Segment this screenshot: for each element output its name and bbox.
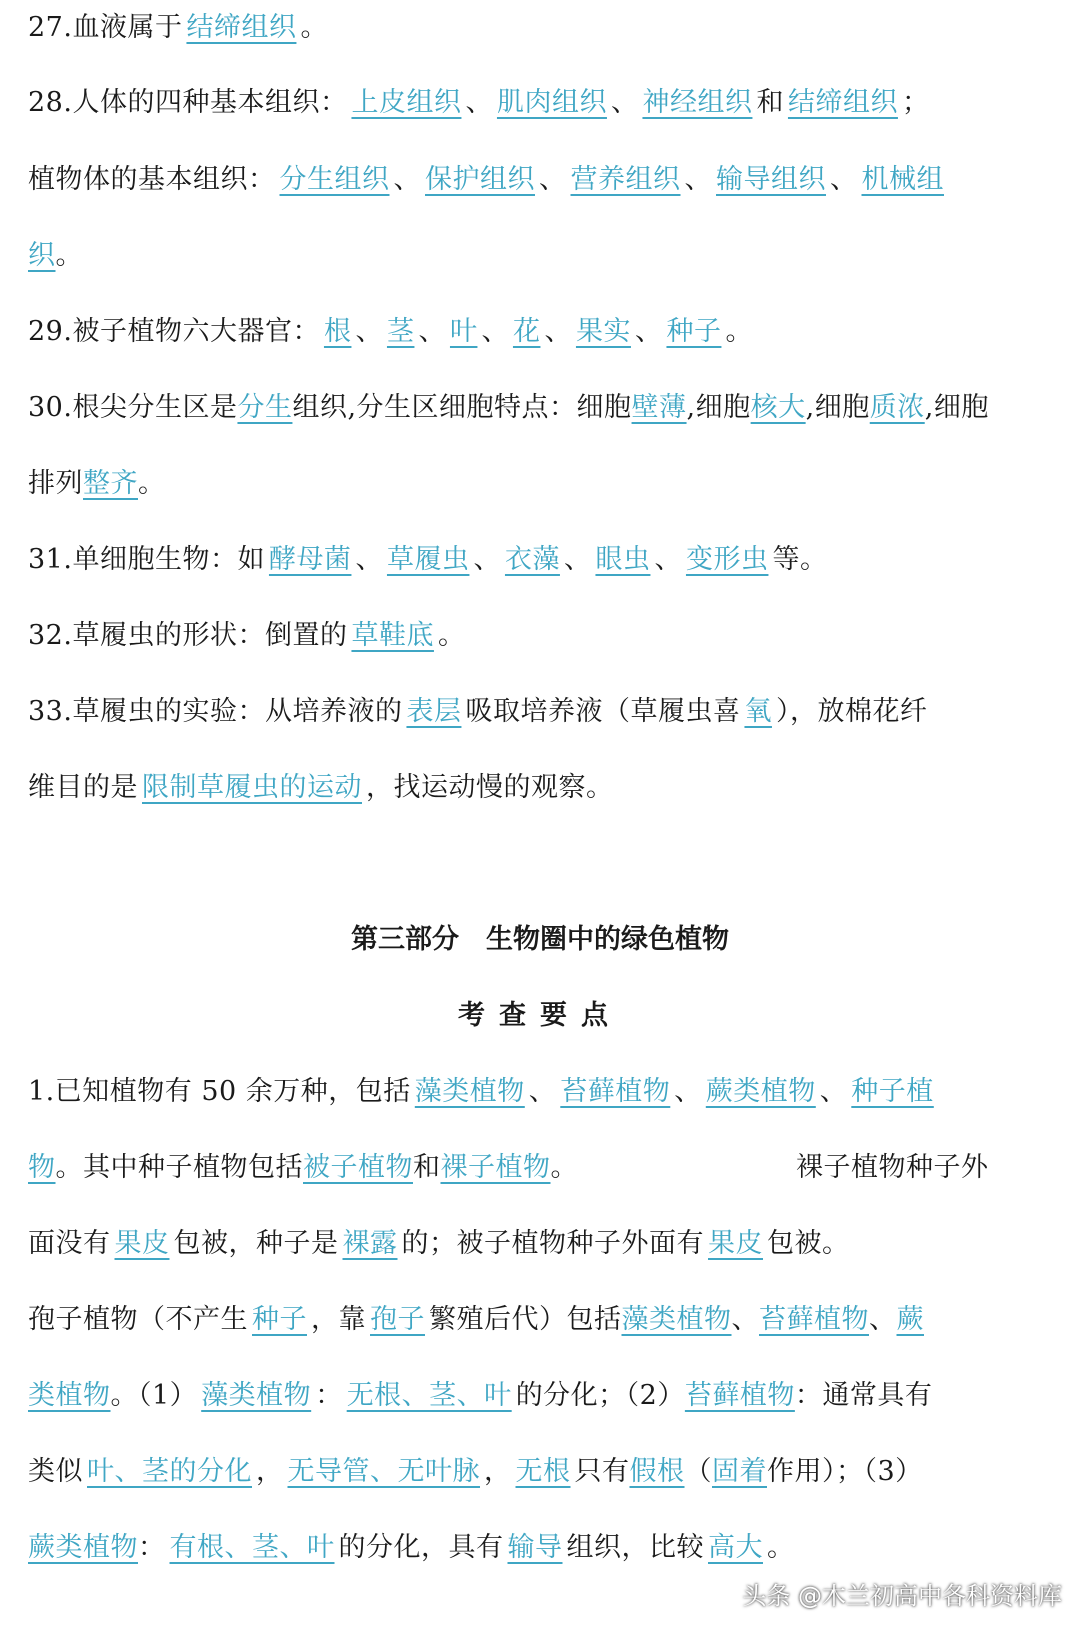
text: 。 bbox=[437, 620, 466, 651]
answer: 藻类植物 bbox=[621, 1304, 732, 1335]
text: 和 bbox=[413, 1152, 441, 1183]
answer: 分生组织 bbox=[279, 164, 390, 195]
answer: 类植物 bbox=[28, 1380, 111, 1411]
text: 28.人体的四种基本组织： bbox=[28, 87, 348, 118]
text: ，找运动慢的观察。 bbox=[366, 772, 614, 803]
text: 32.草履虫的形状：倒置的 bbox=[28, 620, 348, 651]
text: 。 bbox=[138, 468, 166, 499]
text: ， bbox=[256, 1456, 284, 1487]
text: ， bbox=[484, 1456, 512, 1487]
answer: 苔藓植物 bbox=[684, 1380, 795, 1411]
text: 植物体的基本组织： bbox=[28, 164, 276, 195]
text: 的分化，具有 bbox=[338, 1532, 504, 1563]
answer: 上皮组织 bbox=[351, 87, 462, 118]
text: ： bbox=[138, 1532, 166, 1563]
text: 。其中种子植物包括 bbox=[55, 1152, 303, 1183]
text: 、 bbox=[544, 316, 572, 347]
text: 、 bbox=[393, 164, 421, 195]
answer: 无根 bbox=[515, 1456, 571, 1487]
answer: 机械组 bbox=[861, 164, 944, 195]
answer: 酵母菌 bbox=[268, 544, 352, 575]
text: 。 bbox=[300, 12, 328, 43]
answer: 变形虫 bbox=[685, 544, 769, 575]
answer: 壁薄 bbox=[631, 392, 687, 423]
text: 、 bbox=[539, 164, 567, 195]
answer: 果皮 bbox=[114, 1228, 170, 1259]
point-2 bbox=[28, 1300, 924, 1340]
question-27 bbox=[28, 8, 328, 48]
answer: 裸露 bbox=[342, 1228, 398, 1259]
text: 、 bbox=[355, 316, 383, 347]
answer: 种子 bbox=[252, 1304, 307, 1335]
question-33 bbox=[28, 692, 927, 732]
answer: 固着 bbox=[712, 1456, 767, 1487]
text: 、 bbox=[634, 316, 663, 347]
text: 。 bbox=[55, 240, 83, 271]
answer: 种子 bbox=[666, 316, 722, 347]
answer: 有根、茎、叶 bbox=[169, 1532, 335, 1563]
text: ，靠 bbox=[311, 1304, 366, 1335]
question-28 bbox=[28, 83, 929, 123]
watermark: 头条 @木兰初高中各科资料库 bbox=[742, 1582, 1062, 1610]
text: 29.被子植物六大器官： bbox=[28, 316, 320, 347]
text: ； bbox=[901, 87, 930, 118]
text: 包被。 bbox=[767, 1228, 850, 1259]
text: 、 bbox=[528, 1076, 557, 1107]
text: 30.根尖分生区是 bbox=[28, 392, 238, 423]
answer: 整齐 bbox=[83, 468, 138, 499]
answer: 茎 bbox=[386, 316, 415, 347]
text: 和 bbox=[756, 87, 784, 118]
question-33-line-2 bbox=[28, 768, 614, 808]
text: 组织,分生区细胞特点：细胞 bbox=[292, 392, 632, 423]
answer: 叶 bbox=[449, 316, 478, 347]
section-subtitle: 考查要点 bbox=[458, 1000, 622, 1031]
answer: 结缔组织 bbox=[787, 87, 898, 118]
text: ： bbox=[315, 1380, 343, 1411]
answer: 假根 bbox=[629, 1456, 685, 1487]
answer: 被子植物 bbox=[303, 1152, 413, 1183]
answer: 衣藻 bbox=[504, 544, 560, 575]
answer: 苔藓植物 bbox=[560, 1076, 671, 1107]
answer: 表层 bbox=[406, 696, 462, 727]
answer: 蕨 bbox=[896, 1304, 924, 1335]
point-1-line-3 bbox=[28, 1224, 850, 1264]
text: 孢子植物（不产生 bbox=[28, 1304, 248, 1335]
answer: 输导 bbox=[507, 1532, 563, 1563]
text: 、 bbox=[610, 87, 639, 118]
answer: 草履虫 bbox=[386, 544, 470, 575]
text: 。（1） bbox=[110, 1380, 198, 1411]
text: 包被，种子是 bbox=[173, 1228, 339, 1259]
point-2-line-2 bbox=[28, 1376, 932, 1416]
answer: 限制草履虫的运动 bbox=[142, 772, 362, 803]
answer: 裸子植物 bbox=[440, 1152, 551, 1183]
text: 。 bbox=[725, 316, 753, 347]
text: ,细胞 bbox=[686, 392, 751, 423]
text: ：通常具有 bbox=[794, 1380, 933, 1411]
answer: 分生 bbox=[237, 392, 293, 423]
answer: 输导组织 bbox=[716, 164, 826, 195]
text: 繁殖后代）包括 bbox=[429, 1304, 622, 1335]
answer: 保护组织 bbox=[425, 164, 535, 195]
text: 、 bbox=[473, 544, 501, 575]
text: 作用）；（3） bbox=[767, 1456, 923, 1487]
question-30 bbox=[28, 388, 989, 428]
text: 、 bbox=[465, 87, 493, 118]
answer: 结缔组织 bbox=[186, 12, 297, 43]
answer: 蕨类植物 bbox=[28, 1532, 138, 1563]
text: 类似 bbox=[28, 1456, 83, 1487]
text: ,细胞 bbox=[924, 392, 989, 423]
text: 只有 bbox=[574, 1456, 630, 1487]
answer: 孢子 bbox=[370, 1304, 425, 1335]
text: 、 bbox=[830, 164, 858, 195]
question-29 bbox=[28, 312, 753, 352]
answer: 草鞋底 bbox=[351, 620, 434, 651]
point-1 bbox=[28, 1072, 938, 1112]
question-31 bbox=[28, 540, 827, 580]
text: 31.单细胞生物：如 bbox=[28, 544, 265, 575]
answer: 根 bbox=[323, 316, 352, 347]
text: 、 bbox=[674, 1076, 702, 1107]
answer: 眼虫 bbox=[595, 544, 651, 575]
text: 、 bbox=[654, 544, 682, 575]
answer: 藻类植物 bbox=[201, 1380, 312, 1411]
text: 维目的是 bbox=[28, 772, 138, 803]
answer: 果实 bbox=[575, 316, 631, 347]
point-2-line-3 bbox=[28, 1452, 923, 1492]
answer: 藻类植物 bbox=[414, 1076, 525, 1107]
text: 、 bbox=[355, 544, 383, 575]
answer: 种子植 bbox=[851, 1076, 934, 1107]
text: 的；被子植物种子外面有 bbox=[401, 1228, 704, 1259]
point-2-line-4 bbox=[28, 1528, 795, 1568]
text: 裸子植物种子外 bbox=[796, 1152, 989, 1183]
answer: 蕨类植物 bbox=[705, 1076, 816, 1107]
answer: 神经组织 bbox=[642, 87, 753, 118]
text: 、 bbox=[563, 544, 592, 575]
answer: 氧 bbox=[744, 696, 772, 727]
text: 27.血液属于 bbox=[28, 12, 183, 43]
answer: 无根、茎、叶 bbox=[346, 1380, 512, 1411]
answer: 苔藓植物 bbox=[759, 1304, 869, 1335]
point-1-line-2 bbox=[28, 1148, 1018, 1188]
text: 、 bbox=[481, 316, 509, 347]
text: 1.已知植物有 50 余万种，包括 bbox=[28, 1076, 411, 1107]
text: 33.草履虫的实验：从培养液的 bbox=[28, 696, 403, 727]
text: 、 bbox=[869, 1304, 897, 1335]
answer: 肌肉组织 bbox=[496, 87, 607, 118]
answer: 高大 bbox=[708, 1532, 763, 1563]
text: 。 bbox=[550, 1152, 578, 1183]
text: 、 bbox=[819, 1076, 848, 1107]
answer: 核大 bbox=[750, 392, 806, 423]
text: 、 bbox=[418, 316, 446, 347]
question-28-line-2 bbox=[28, 160, 948, 200]
answer: 织 bbox=[28, 240, 56, 271]
text: 面没有 bbox=[28, 1228, 111, 1259]
text: 、 bbox=[731, 1304, 759, 1335]
answer: 物 bbox=[28, 1152, 56, 1183]
text: 、 bbox=[684, 164, 712, 195]
text: ），放棉花纤 bbox=[775, 696, 928, 727]
answer: 无导管、无叶脉 bbox=[287, 1456, 480, 1487]
answer: 质浓 bbox=[869, 392, 925, 423]
text: 等。 bbox=[772, 544, 828, 575]
section-title: 第三部分 生物圈中的绿色植物 bbox=[351, 924, 729, 955]
text: 。 bbox=[767, 1532, 795, 1563]
question-28-line-3 bbox=[28, 236, 83, 276]
text: （ bbox=[684, 1456, 712, 1487]
answer: 花 bbox=[512, 316, 541, 347]
answer: 果皮 bbox=[708, 1228, 763, 1259]
text: ,细胞 bbox=[805, 392, 870, 423]
question-32 bbox=[28, 616, 465, 656]
text: 吸取培养液（草履虫喜 bbox=[465, 696, 741, 727]
text: 排列 bbox=[28, 468, 83, 499]
text: 组织，比较 bbox=[566, 1532, 704, 1563]
question-30-line-2 bbox=[28, 464, 166, 504]
answer: 叶、茎的分化 bbox=[87, 1456, 252, 1487]
answer: 营养组织 bbox=[570, 164, 681, 195]
text: 的分化；（2） bbox=[515, 1380, 685, 1411]
